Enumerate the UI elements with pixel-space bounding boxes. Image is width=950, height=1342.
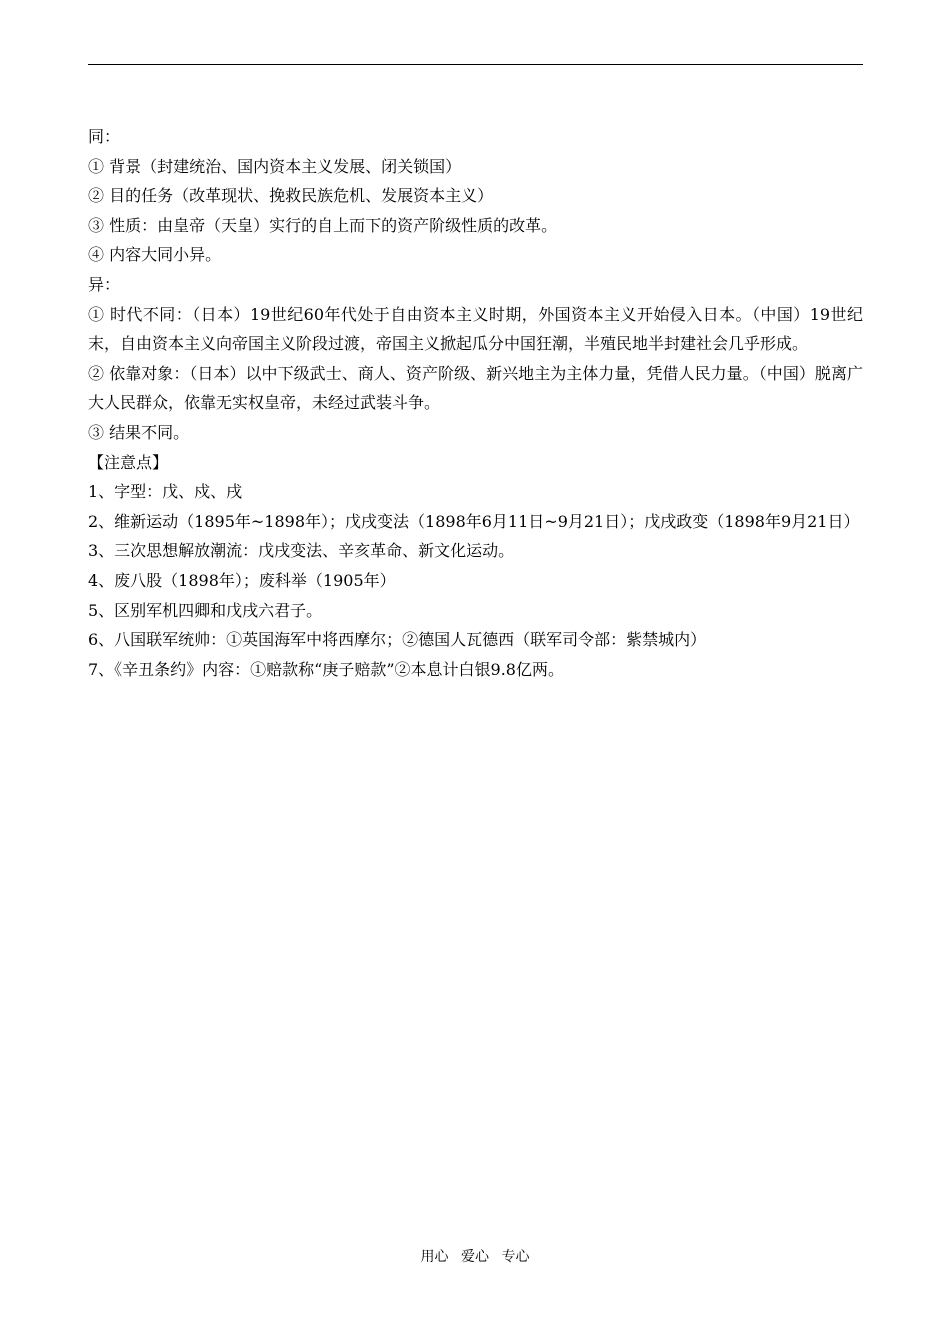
note-item-3: 3、三次思想解放潮流：戊戌变法、辛亥革命、新文化运动。	[88, 541, 515, 561]
same-item-nature: ③ 性质：由皇帝（天皇）实行的自上而下的资产阶级性质的改革。	[88, 215, 558, 235]
different-item-result: ③ 结果不同。	[88, 422, 190, 442]
note-item-7: 7、《辛丑条约》内容：①赔款称“庚子赔款”②本息计白银9.8亿两。	[88, 659, 564, 679]
note-item-4: 4、废八股（1898年）；废科举（1905年）	[88, 570, 396, 590]
note-item-5: 5、区别军机四卿和戊戌六君子。	[88, 600, 323, 620]
different-item-reliance: ② 依靠对象：（日本）以中下级武士、商人、资产阶级、新兴地主为主体力量，凭借人民力量。（中国）脱离广大人民群众，依靠无实权皇帝，未经过武装斗争。	[88, 363, 863, 413]
notes-heading: 【注意点】	[88, 452, 169, 472]
note-item-6: 6、八国联军统帅：①英国海军中将西摩尔；②德国人瓦德西（联军司令部：紫禁城内）	[88, 630, 707, 650]
same-item-content: ④ 内容大同小异。	[88, 245, 222, 265]
header-rule	[88, 64, 863, 65]
same-item-background: ① 背景（封建统治、国内资本主义发展、闭关锁国）	[88, 156, 462, 176]
different-item-era: ① 时代不同：（日本）19世纪60年代处于自由资本主义时期，外国资本主义开始侵入日本。（中国）19世纪末，自由资本主义向帝国主义阶段过渡，帝国主义掀起瓜分中国狂潮，半殖民地半封建社会几乎形成。	[88, 304, 863, 354]
note-item-2: 2、维新运动（1895年~1898年）；戊戌变法（1898年6月11日~9月21日）；戊戌政变（1898年9月21日）	[88, 511, 860, 531]
same-item-goal: ② 目的任务（改革现状、挽救民族危机、发展资本主义）	[88, 186, 494, 206]
document-body	[88, 122, 863, 684]
note-item-1: 1、字型：戊、戍、戌	[88, 482, 243, 502]
same-heading: 同：	[88, 127, 121, 146]
page-footer: 用心 爱心 专心	[420, 1249, 530, 1265]
different-heading: 异：	[88, 274, 121, 294]
